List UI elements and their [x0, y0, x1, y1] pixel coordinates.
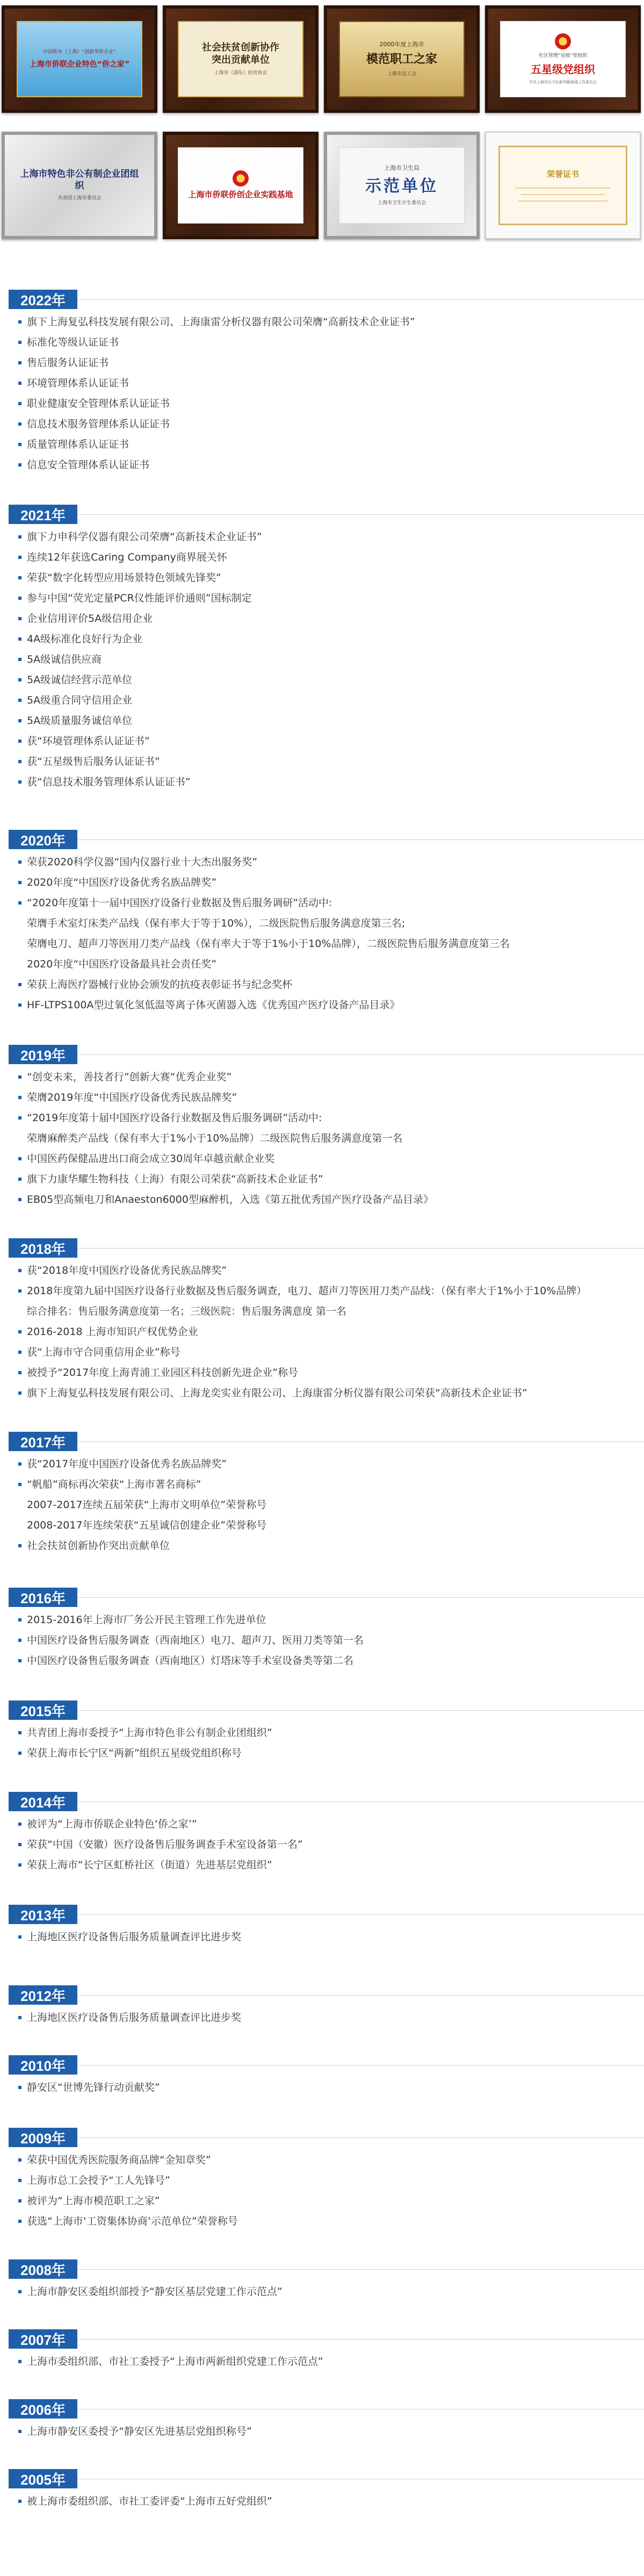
honor-item: 企业信用评价5A级信用企业: [27, 608, 644, 629]
honor-item: 旗下力康华耀生物科技（上海）有限公司荣获“高新技术企业证书”: [27, 1169, 644, 1189]
honor-item: “创变未来，善技者行”创新大赛“优秀企业奖”: [27, 1067, 644, 1087]
honor-list: [0, 1610, 644, 1671]
plaque-title: 上海市侨联企业特色“侨之家”: [29, 60, 130, 69]
year-label: 2022年: [9, 290, 77, 309]
year-divider: [8, 1597, 644, 1598]
year-label: 2019年: [9, 1045, 77, 1064]
year-divider: [8, 514, 644, 515]
year-section-2013: [0, 1900, 644, 1947]
honor-item: 上海地区医疗设备售后服务质量调查评比进步奖: [27, 2007, 644, 2028]
honor-item-detail: 2007-2017连续五届荣获“上海市文明单位”荣誉称号: [27, 1499, 267, 1511]
year-section-2017: [0, 1427, 644, 1556]
year-divider: [8, 1914, 644, 1915]
year-header: [0, 1696, 644, 1723]
honor-item: 上海市委组织部、市社工委授予“上海市两新组织党建工作示范点”: [27, 2351, 644, 2372]
year-header: [0, 2050, 644, 2077]
year-header: [0, 2324, 644, 2351]
year-label: 2009年: [9, 2128, 77, 2147]
year-label: 2020年: [9, 830, 77, 849]
honor-item: 获“上海市守合同重信用企业”称号: [27, 1342, 644, 1362]
plaque-innovation-base[interactable]: [163, 132, 319, 239]
plaque-overseas-chinese-home[interactable]: [2, 5, 157, 113]
year-label: 2016年: [9, 1588, 77, 1607]
certificate-line: [521, 194, 605, 195]
honor-item: 质量管理体系认证证书: [27, 434, 644, 455]
plaque-inner: [178, 147, 303, 224]
plaque-heading: 社区管理“星级”党组织: [538, 53, 588, 59]
honor-item-detail: 2008-2017年连续荣获“五星诚信创建企业”荣誉称号: [27, 1519, 267, 1531]
year-label: 2012年: [9, 1985, 77, 2005]
honor-item: 旗下力申科学仪器有限公司荣膺“高新技术企业证书”: [27, 527, 644, 547]
plaque-heading: 2000年度上海市: [379, 40, 424, 48]
year-section-2009: [0, 2123, 644, 2231]
honor-list: [0, 1814, 644, 1875]
plaque-inner: [178, 21, 303, 98]
year-header: [0, 2255, 644, 2281]
honor-item: 4A级标准化良好行为企业: [27, 629, 644, 649]
plaque-title: 五星级党组织: [530, 62, 595, 76]
plaque-inner: [339, 21, 465, 98]
year-section-2008: [0, 2255, 644, 2302]
honor-item: 信息技术服务管理体系认证证书: [27, 414, 644, 434]
honor-list: [0, 1927, 644, 1947]
year-header: [0, 2394, 644, 2421]
honor-item: 5A级诚信经营示范单位: [27, 670, 644, 690]
honor-item: 静安区“世博先锋行动贡献奖”: [27, 2077, 644, 2098]
plaque-model-workers-home[interactable]: [324, 5, 480, 113]
year-section-2007: [0, 2324, 644, 2372]
honor-item: 荣获上海市长宁区“两新”组织五星级党组织称号: [27, 1743, 644, 1763]
year-divider: [8, 1995, 644, 1996]
honor-item-detail: 2020年度“中国医疗设备最具社会责任奖”: [27, 958, 217, 970]
year-section-2016: [0, 1583, 644, 1671]
honor-item: 共青团上海市委授予“上海市特色非公有制企业团组织”: [27, 1723, 644, 1743]
year-label: 2010年: [9, 2055, 77, 2075]
honor-item: 中国医疗设备售后服务调查（西南地区）灯塔床等手术室设备类等第二名: [27, 1651, 644, 1671]
year-header: [0, 1787, 644, 1814]
honor-item: 获“五星级售后服务认证证书”: [27, 751, 644, 772]
honor-item: 售后服务认证证书: [27, 353, 644, 373]
honor-list: [0, 1067, 644, 1210]
honor-item: 获“信息技术服务管理体系认证证书”: [27, 772, 644, 792]
plaque-title: 模范职工之家: [366, 53, 437, 67]
plaque-title: 上海市侨联侨创企业实践基地: [188, 190, 293, 200]
year-section-2012: [0, 1981, 644, 2028]
honor-item: 5A级质量服务诚信单位: [27, 711, 644, 731]
honor-item: 中国医药保健品进出口商会成立30周年卓越贡献企业奖: [27, 1149, 644, 1169]
honor-item: “2020年度第十一届中国医疗设备行业数据及售后服务调研”活动中:: [27, 893, 644, 913]
year-divider: [8, 299, 644, 300]
year-section-2019: [0, 1040, 644, 1210]
year-divider: [8, 2339, 644, 2340]
year-header: [0, 2123, 644, 2150]
honor-list: [0, 1723, 644, 1763]
plaque-title-line-1: 社会扶贫创新协作: [201, 41, 279, 53]
year-header: [0, 825, 644, 852]
year-header: [0, 1233, 644, 1260]
year-section-2018: [0, 1233, 644, 1403]
party-emblem-icon: [555, 33, 571, 49]
honor-item: 荣获2020科学仪器“国内仪器行业十大杰出服务奖”: [27, 852, 644, 872]
honor-list: [0, 2150, 644, 2231]
plaque-issuer: 共青团上海市委员会: [57, 196, 102, 202]
year-header: [0, 1900, 644, 1927]
honor-item-detail: 综合排名：售后服务满意度第一名；三级医院：售后服务满意度 第一名: [27, 1305, 347, 1317]
honor-list: [0, 527, 644, 792]
honor-item: 荣获上海医疗器械行业协会颁发的抗疫表彰证书与纪念奖杯: [27, 974, 644, 995]
year-divider: [8, 1054, 644, 1055]
honor-item-detail: 荣膺电刀、超声刀等医用刀类产品线（保有率大于等于1%小于10%品牌），二级医院售后服务满意度第三名: [27, 938, 510, 950]
year-divider: [8, 839, 644, 840]
honor-list: [0, 2351, 644, 2372]
year-header: [0, 285, 644, 312]
plaque-poverty-alleviation[interactable]: [163, 5, 319, 113]
honor-item: 2015-2016年上海市厂务公开民主管理工作先进单位: [27, 1610, 644, 1630]
honor-list: [0, 1454, 644, 1556]
emblem-icon: [233, 170, 249, 186]
honor-item: 获“2018年度中国医疗设备优秀民族品牌奖”: [27, 1260, 644, 1281]
year-section-2015: [0, 1696, 644, 1763]
year-section-2006: [0, 2394, 644, 2442]
honor-item: 参与中国“荧光定量PCR仪性能评价通则”国标制定: [27, 588, 644, 608]
honor-item: 荣获“数字化转型应用场景特色领域先锋奖”: [27, 568, 644, 588]
plaque-heading: 中国侨乡（上海）“创新华侨企业”: [43, 49, 116, 55]
plaque-honor-certificate[interactable]: [485, 132, 641, 239]
honor-item: 被评为“上海市侨联企业特色‘侨之家’”: [27, 1814, 644, 1834]
plaque-inner: [17, 21, 142, 98]
honor-item: 被上海市委组织部、市社工委评委“上海市五好党组织”: [27, 2491, 644, 2512]
honor-item: 标准化等级认证证书: [27, 332, 644, 353]
year-header: [0, 2464, 644, 2491]
honor-item-detail: 荣膺麻醉类产品线（保有率大于1%小于10%品牌）二级医院售后服务满意度第一名: [27, 1132, 403, 1144]
year-label: 2008年: [9, 2259, 77, 2279]
honor-item: 旗下上海复弘科技发展有限公司、上海龙奕实业有限公司、上海康雷分析仪器有限公司荣获“高新技术企业证书”: [27, 1383, 644, 1403]
honor-item: 荣获中国优秀医院服务商品牌“金知章奖”: [27, 2150, 644, 2170]
honor-item: 5A级重合同守信用企业: [27, 690, 644, 711]
honor-item: 环境管理体系认证证书: [27, 373, 644, 393]
honor-item: 社会扶贫创新协作突出贡献单位: [27, 1535, 644, 1556]
year-section-2022: [0, 285, 644, 475]
honor-item: “帆船”商标再次荣获“上海市著名商标”: [27, 1474, 644, 1495]
honor-list: [0, 312, 644, 475]
year-section-2020: [0, 825, 644, 1015]
plaque-youth-league[interactable]: [2, 132, 157, 239]
honor-list: [0, 852, 644, 1015]
year-label: 2013年: [9, 1905, 77, 1924]
year-label: 2005年: [9, 2469, 77, 2488]
year-header: [0, 1981, 644, 2007]
honor-item: 2020年度“中国医疗设备优秀名族品牌奖”: [27, 872, 644, 893]
year-header: [0, 1427, 644, 1454]
plaque-issuer: 上海市总工会: [387, 71, 416, 77]
honor-item-detail: 荣膺手术室灯床类产品线（保有率大于等于10%），二级医院售后服务满意度第三名;: [27, 917, 406, 929]
honor-item: 2016-2018 上海市知识产权优势企业: [27, 1322, 644, 1342]
year-header: [0, 1583, 644, 1610]
honor-list: [0, 1260, 644, 1403]
plaque-inner: [500, 21, 626, 98]
plaque-inner: [339, 147, 465, 224]
year-label: 2007年: [9, 2329, 77, 2349]
honor-list: [0, 2077, 644, 2098]
plaque-issuer: 上海市（浦东）扶贫协会: [214, 70, 267, 76]
honor-item: 获选“上海市‘工资集体协商’示范单位”荣誉称号: [27, 2211, 644, 2231]
honor-item: 职业健康安全管理体系认证证书: [27, 393, 644, 414]
year-divider: [8, 1441, 644, 1442]
year-section-2005: [0, 2464, 644, 2512]
year-divider: [8, 2269, 644, 2270]
plaque-five-star-party[interactable]: [485, 5, 641, 113]
honor-item: 5A级诚信供应商: [27, 649, 644, 670]
honor-item: 信息安全管理体系认证证书: [27, 455, 644, 475]
year-label: 2018年: [9, 1238, 77, 1258]
honor-plaque-gallery: [0, 0, 644, 253]
honor-item: 上海市静安区委组织部授予“静安区基层党建工作示范点”: [27, 2281, 644, 2302]
honor-list: [0, 2007, 644, 2028]
honor-item: 上海市总工会授予“工人先锋号”: [27, 2170, 644, 2191]
plaque-heading: 上海市卫生局: [383, 164, 419, 171]
honor-item: 获“环境管理体系认证证书”: [27, 731, 644, 751]
plaque-demonstration-unit[interactable]: [324, 132, 480, 239]
honor-item: HF-LTPS100A型过氧化氢低温等离子体灭菌器入选《优秀国产医疗设备产品目录》: [27, 995, 644, 1015]
plaque-inner: [17, 147, 142, 224]
honor-list: [0, 2281, 644, 2302]
year-label: 2017年: [9, 1432, 77, 1451]
honor-item: 被评为“上海市模范职工之家”: [27, 2191, 644, 2211]
year-label: 2021年: [9, 505, 77, 524]
year-divider: [8, 1710, 644, 1711]
year-section-2021: [0, 500, 644, 792]
year-label: 2015年: [9, 1700, 77, 1720]
plaque-title: 示范单位: [365, 177, 438, 196]
year-divider: [8, 2137, 644, 2138]
certificate-line: [518, 200, 608, 202]
plaque-inner: [498, 146, 627, 226]
plaque-title: 上海市特色非公有制企业团组织: [20, 169, 139, 192]
honor-item: 2018年度第九届中国医疗设备行业数据及售后服务调查，电刀、超声刀等医用刀类产品线：（保有率大于1%小于10%品牌）: [27, 1281, 644, 1301]
honor-item: 上海地区医疗设备售后服务质量调查评比进步奖: [27, 1927, 644, 1947]
honor-item: 荣膺2019年度“中国医疗设备优秀民族品牌奖”: [27, 1087, 644, 1108]
honor-item: 中国医疗设备售后服务调查（西南地区）电刀、超声刀、医用刀类等第一名: [27, 1630, 644, 1651]
honor-list: [0, 2421, 644, 2442]
honor-item: 旗下上海复弘科技发展有限公司、上海康雷分析仪器有限公司荣膺“高新技术企业证书”: [27, 312, 644, 332]
year-header: [0, 500, 644, 527]
plaque-issuer: 中共上海市长宁区新华路街道工作委员会: [529, 80, 597, 84]
honor-item: 荣获上海市“长宁区虹桥社区（街道）先进基层党组织”: [27, 1855, 644, 1875]
year-section-2014: [0, 1787, 644, 1875]
plaque-title: 荣誉证书: [546, 169, 579, 180]
year-section-2010: [0, 2050, 644, 2098]
plaque-issuer: 上海市卫生计生委员会: [377, 200, 426, 206]
year-label: 2014年: [9, 1792, 77, 1811]
year-label: 2006年: [9, 2399, 77, 2419]
honor-item: EB05型高频电刀和Anaeston6000型麻醉机，入选《第五批优秀国产医疗设备产品目录》: [27, 1189, 644, 1210]
honor-item: 上海市静安区委授予“静安区先进基层党组织称号”: [27, 2421, 644, 2442]
honor-item: 连续12年获选Caring Company商界展关怀: [27, 547, 644, 568]
honor-item: 获“2017年度中国医疗设备优秀名族品牌奖”: [27, 1454, 644, 1474]
honor-item: 被授予“2017年度上海青浦工业园区科技创新先进企业”称号: [27, 1362, 644, 1383]
honor-list: [0, 2491, 644, 2512]
year-header: [0, 1040, 644, 1067]
certificate-line: [515, 188, 611, 189]
honor-item: 荣获“中国（安徽）医疗设备售后服务调查手术室设备第一名”: [27, 1834, 644, 1855]
plaque-title-line-2: 突出贡献单位: [211, 54, 270, 66]
honor-item: “2019年度第十届中国医疗设备行业数据及售后服务调研”活动中:: [27, 1108, 644, 1128]
